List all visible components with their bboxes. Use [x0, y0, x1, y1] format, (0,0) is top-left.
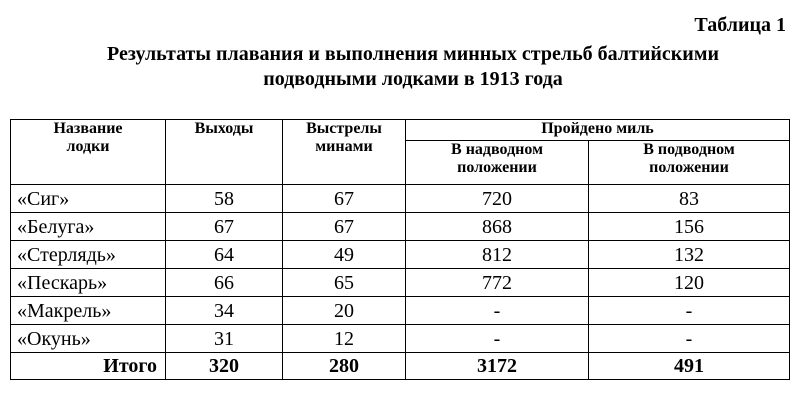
header-mine-shots: [283, 120, 406, 185]
header-boat-name-line-2: лодки: [66, 138, 110, 155]
total-mine-shots-cell: 280: [283, 353, 406, 380]
exits-cell: 66: [166, 269, 283, 297]
total-exits-cell: 320: [166, 353, 283, 380]
boat-name-cell: «Сиг»: [11, 185, 166, 213]
exits-cell: 67: [166, 213, 283, 241]
table-row: [11, 241, 790, 269]
header-submerged-line-2: положении: [649, 159, 729, 176]
header-mine-shots-line-2: минами: [315, 138, 373, 155]
caption-line-2: подводными лодками в 1913 года: [263, 68, 563, 90]
submerged-miles-cell: -: [589, 297, 790, 325]
surface-miles-cell: -: [406, 297, 589, 325]
submerged-miles-cell: 120: [589, 269, 790, 297]
boat-name-cell: «Стерлядь»: [11, 241, 166, 269]
header-boat-name-line-1: Название: [53, 120, 123, 137]
table-number: Таблица 1: [694, 14, 786, 36]
header-exits-label: Выходы: [194, 120, 254, 137]
mine-shots-cell: 20: [283, 297, 406, 325]
header-miles-covered-label: Пройдено миль: [541, 120, 654, 137]
mine-shots-cell: 67: [283, 185, 406, 213]
submerged-miles-cell: 83: [589, 185, 790, 213]
table-row: [11, 185, 790, 213]
boat-name-cell: «Макрель»: [11, 297, 166, 325]
total-label-cell: Итого: [11, 353, 166, 380]
submerged-miles-cell: -: [589, 325, 790, 353]
exits-cell: 58: [166, 185, 283, 213]
header-submerged-line-1: В подводном: [643, 141, 735, 158]
surface-miles-cell: -: [406, 325, 589, 353]
mine-shots-cell: 12: [283, 325, 406, 353]
surface-miles-cell: 772: [406, 269, 589, 297]
table-row: [11, 269, 790, 297]
exits-cell: 64: [166, 241, 283, 269]
mine-shots-cell: 49: [283, 241, 406, 269]
caption-line-1: Результаты плавания и выполнения минных стрельб балтийскими: [107, 43, 719, 65]
total-row: [11, 353, 790, 380]
header-surface-line-1: В надводном: [451, 141, 543, 158]
header-exits: [166, 120, 283, 185]
exits-cell: 31: [166, 325, 283, 353]
table-row: [11, 297, 790, 325]
header-miles-covered: [406, 120, 790, 141]
surface-miles-cell: 720: [406, 185, 589, 213]
surface-miles-cell: 812: [406, 241, 589, 269]
boats-results-table: [10, 119, 790, 380]
submerged-miles-cell: 132: [589, 241, 790, 269]
table-row: [11, 325, 790, 353]
header-surface-line-2: положении: [457, 159, 537, 176]
header-mine-shots-line-1: Выстрелы: [306, 120, 382, 137]
total-submerged-miles-cell: 491: [589, 353, 790, 380]
mine-shots-cell: 65: [283, 269, 406, 297]
mine-shots-cell: 67: [283, 213, 406, 241]
exits-cell: 34: [166, 297, 283, 325]
header-submerged-position: [589, 141, 790, 185]
table-row: [11, 213, 790, 241]
header-row-1: [11, 120, 790, 141]
submerged-miles-cell: 156: [589, 213, 790, 241]
boat-name-cell: «Белуга»: [11, 213, 166, 241]
header-boat-name: [11, 120, 166, 185]
table-caption: [0, 42, 798, 92]
total-surface-miles-cell: 3172: [406, 353, 589, 380]
boat-name-cell: «Окунь»: [11, 325, 166, 353]
boat-name-cell: «Пескарь»: [11, 269, 166, 297]
header-surface-position: [406, 141, 589, 185]
surface-miles-cell: 868: [406, 213, 589, 241]
